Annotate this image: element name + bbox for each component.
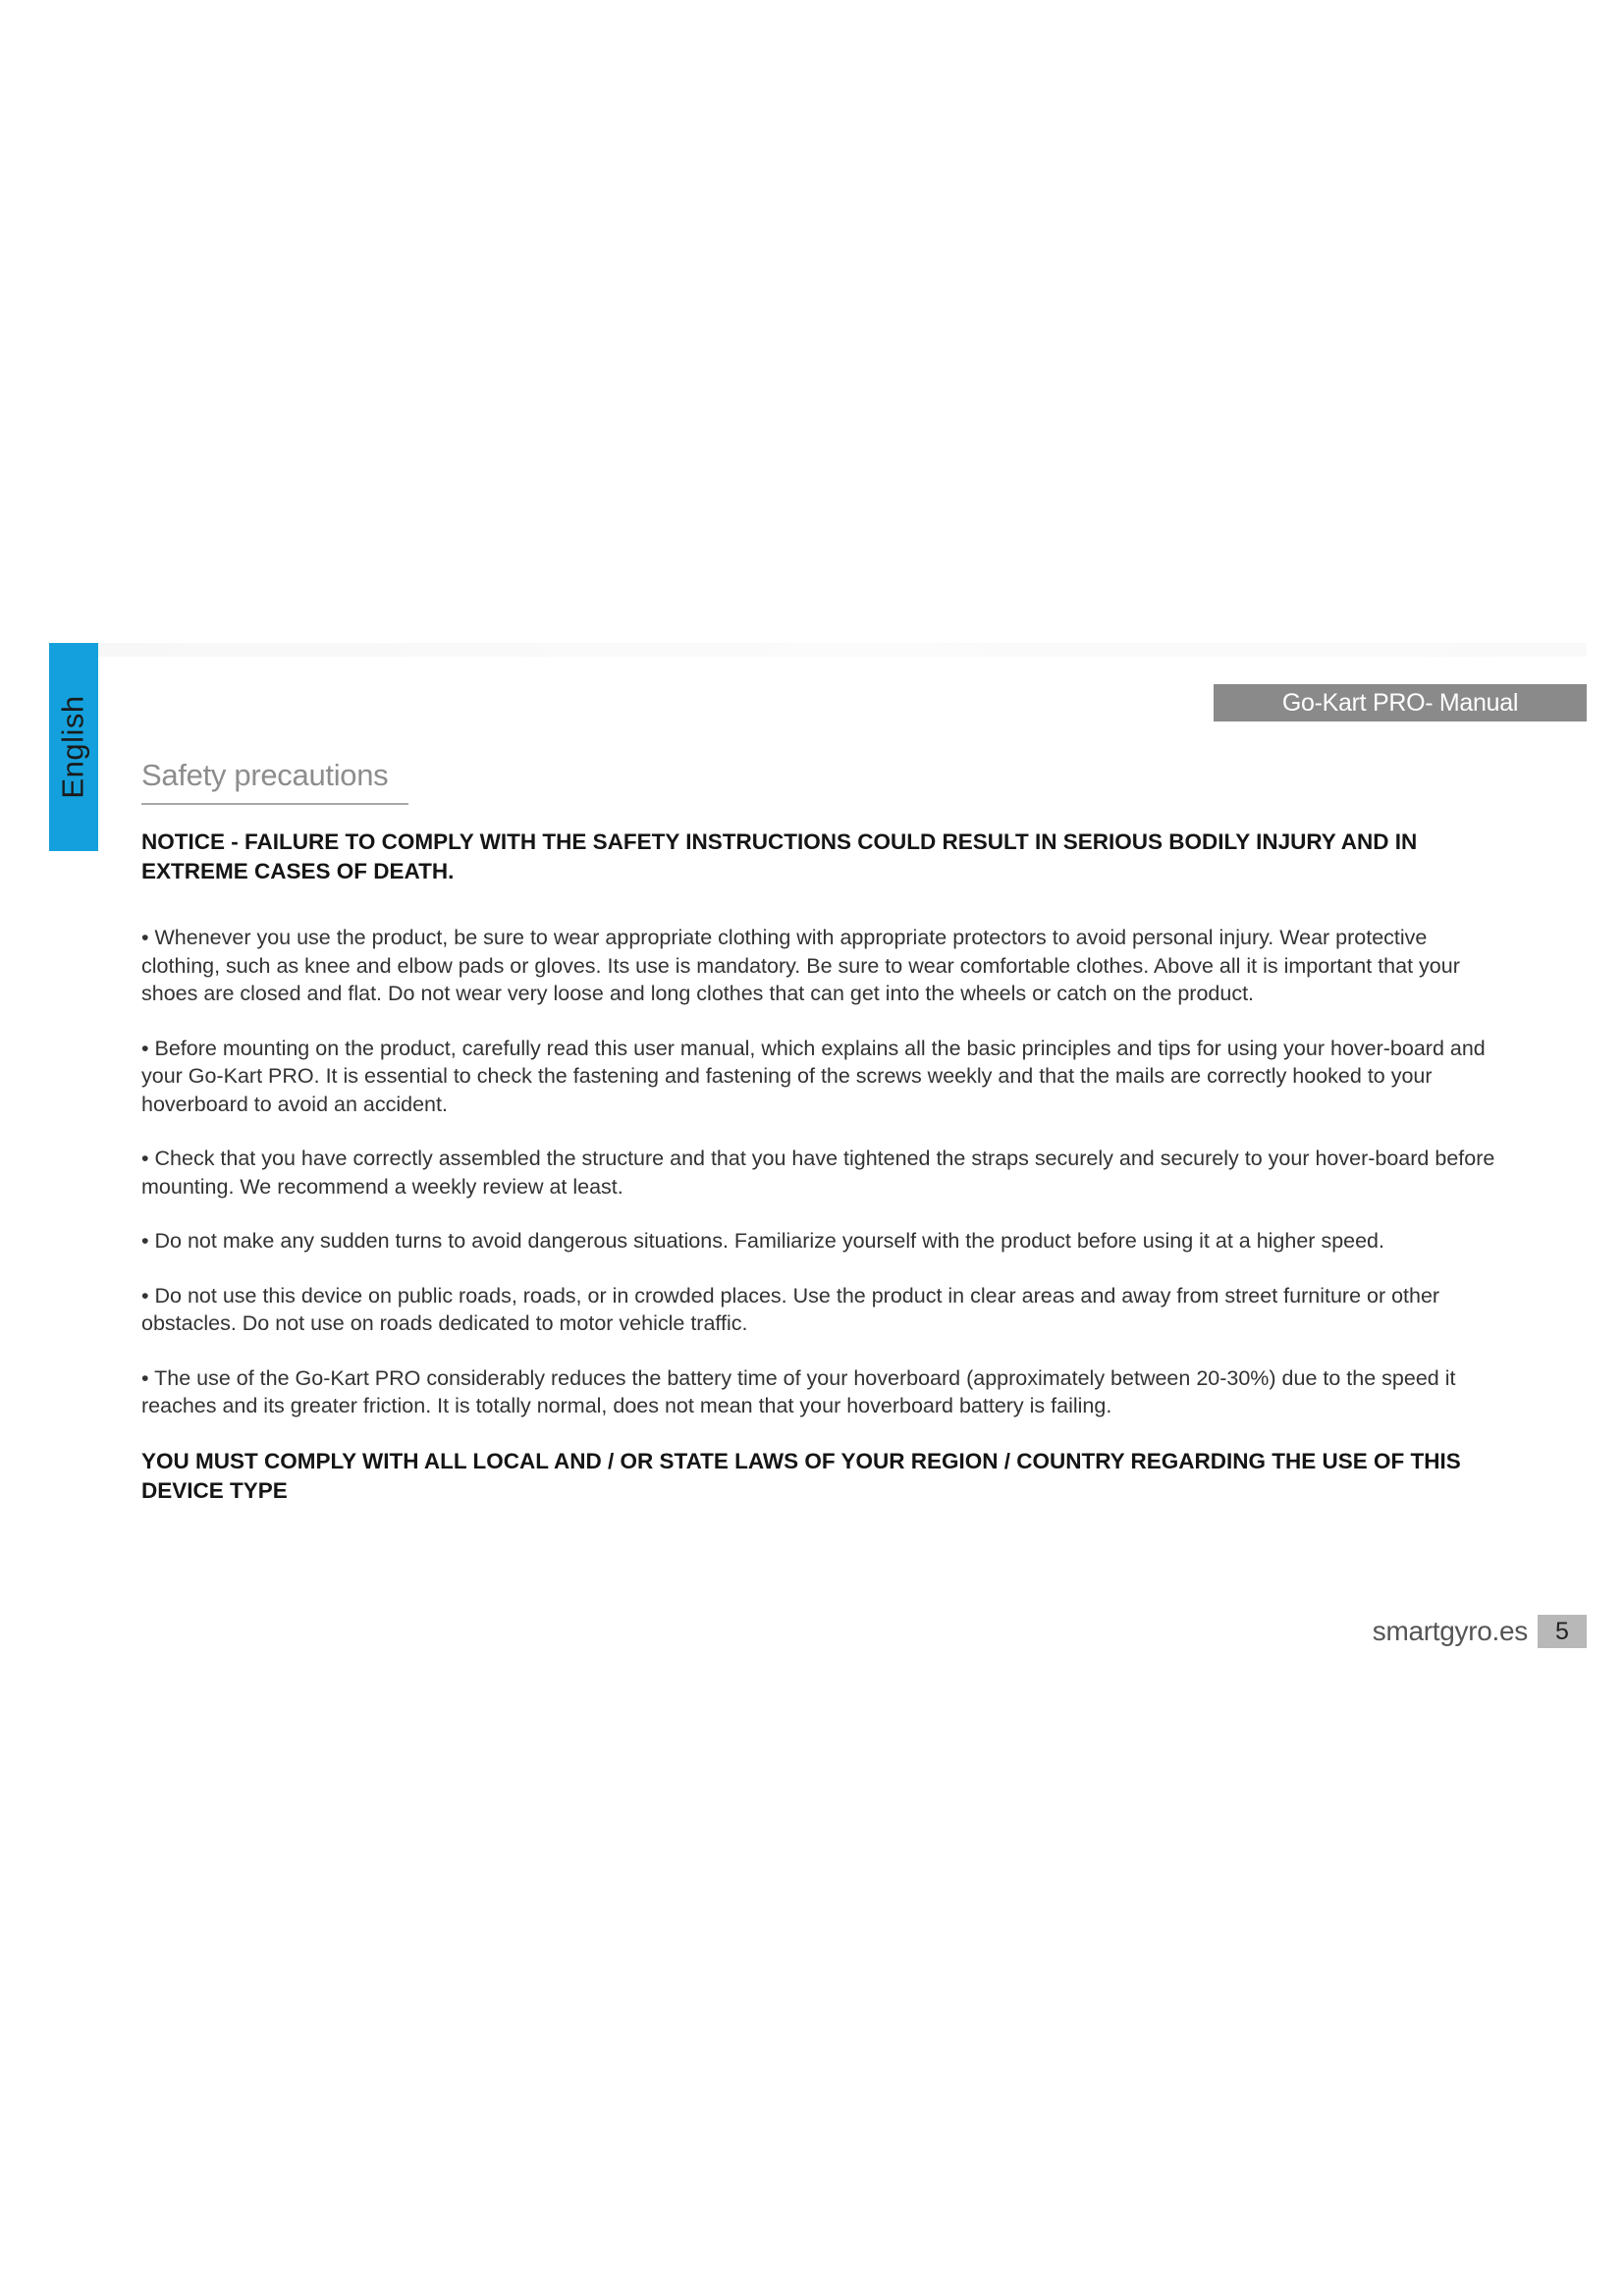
footer-website: smartgyro.es <box>1372 1616 1528 1646</box>
precaution-item-roads: • Do not use this device on public roads, roads, or in crowded places. Use the product in clear areas and away from street furniture or other obstacles. Do not use on roads dedicated to motor vehicle traffic. <box>141 1283 1440 1335</box>
manual-header-bar <box>1214 684 1587 721</box>
language-tab <box>49 643 98 851</box>
page-number: 5 <box>1538 1615 1587 1648</box>
notice-warning: NOTICE - FAILURE TO COMPLY WITH THE SAFETY INSTRUCTIONS COULD RESULT IN SERIOUS BODILY INJURY AND IN EXTREME CASES OF DEATH. <box>141 829 1418 883</box>
manual-title: Go-Kart PRO- Manual <box>1281 688 1519 717</box>
closing-warning: YOU MUST COMPLY WITH ALL LOCAL AND / OR STATE LAWS OF YOUR REGION / COUNTRY REGARDING THE USE OF THIS DEVICE TYPE <box>141 1448 1461 1503</box>
precaution-item-turns: • Do not make any sudden turns to avoid dangerous situations. Familiarize yourself with the product before using it at a higher speed. <box>141 1229 1384 1253</box>
precaution-item-assembly: • Check that you have correctly assembled the structure and that you have tightened the straps securely and securely to your hover-board before mounting. We recommend a weekly review at least. <box>141 1147 1495 1199</box>
page-footer <box>1373 1615 1587 1648</box>
section-title: Safety precautions <box>141 758 389 792</box>
section-title-underline <box>141 803 408 805</box>
safety-content <box>141 828 1501 1506</box>
top-band <box>98 643 1587 657</box>
precaution-item-battery: • The use of the Go-Kart PRO considerably reduces the battery time of your hoverboard (approximately between 20-30%) due to the speed it reaches and its greater friction. It is totally normal, does not mean that your hoverboard battery is failing. <box>141 1365 1456 1417</box>
precaution-item-clothing: • Whenever you use the product, be sure to wear appropriate clothing with appropriate protectors to avoid personal injury. Wear protective clothing, such as knee and elbow pads or gloves. Its use is mandatory. Be sure to wear comfortable clothes. Above all it is important that your shoes are closed and flat. Do not wear very loose and long clothes that can get into the wheels or catch on the product. <box>141 926 1460 1005</box>
precaution-item-read-manual: • Before mounting on the product, carefully read this user manual, which explains all the basic principles and tips for using your hover-board and your Go-Kart PRO. It is essential to check the fastening and fastening of the screws weekly and that the mails are correctly hooked to your hoverboard to avoid an accident. <box>141 1036 1486 1116</box>
language-tab-label: English <box>56 695 90 799</box>
